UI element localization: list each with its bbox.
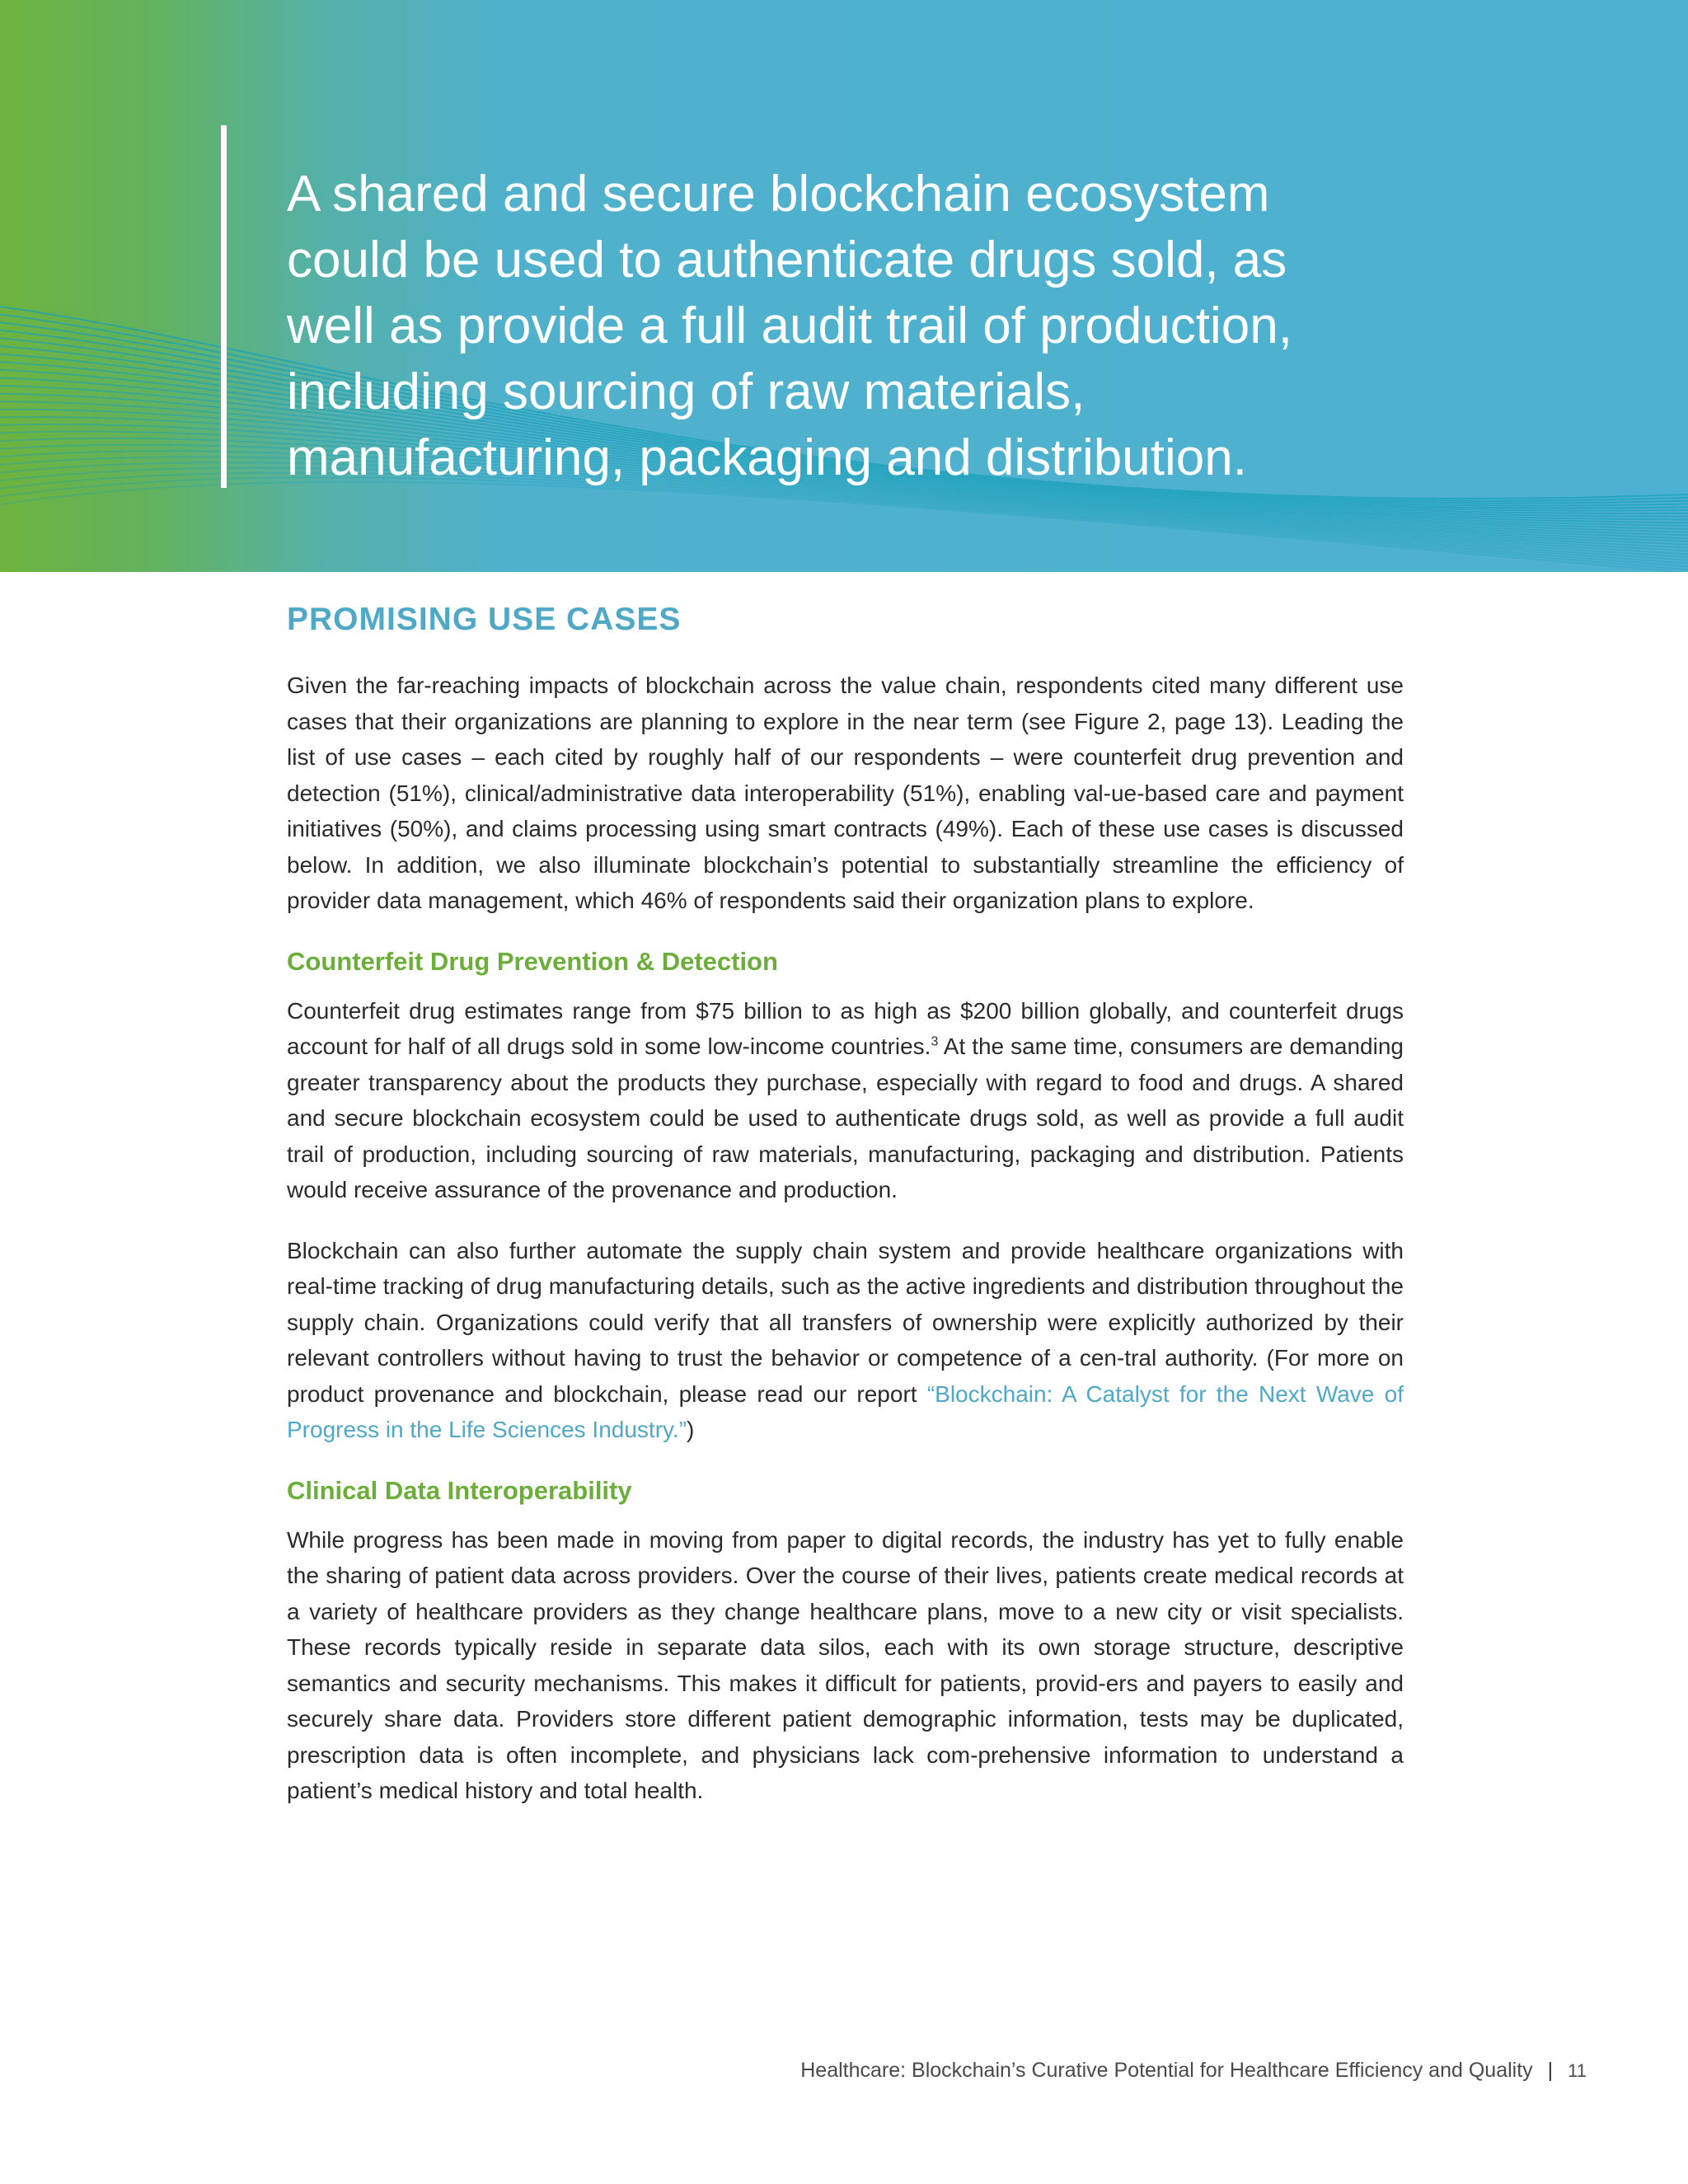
report-link[interactable]: “Blockchain: A Catalyst for the Next Wave of Progress in the Life Sciences Industry.” [287,1380,1404,1442]
interop-heading: Clinical Data Interoperability [287,1475,632,1505]
intro-paragraph: Given the far-reaching impacts of blockchain across the value chain, respondents cited many different use cases that their organizations are planning to explore in the near term (see Figure 2, page 13). Leading the list of use cases – each cited by roughly half of our respondents – were counterfeit drug prevention and detection (51%), clinical/administrative data interoperability (51%), enabling val-ue-based care and payment initiatives (50%), and claims processing using smart contracts (49%). Each of these use cases is discussed below. In addition, we also illuminate blockchain’s potential to substantially streamline the efficiency of provider data management, which 46% of respondents said their organization plans to explore. [287,673,1404,913]
counterfeit-paragraph-1 [287,993,1404,1208]
footnote-ref: 3 [931,1034,939,1049]
hero-banner [0,0,1688,572]
section-title: PROMISING USE CASES [287,602,682,637]
interop-paragraph: While progress has been made in moving from paper to digital records, the industry has yet to fully enable the sharing of patient data across providers. Over the course of their lives, patients create medical records at a variety of healthcare providers as they change healthcare plans, move to a new city or visit specialists. These records typically reside in separate data silos, each with its own storage structure, descriptive semantics and security mechanisms. This makes it difficult for patients, provid-ers and payers to easily and securely share data. Providers store different patient demographic information, tests may be duplicated, prescription data is often incomplete, and physicians lack com-prehensive information to understand a patient’s medical history and total health. [287,1526,1404,1803]
counterfeit-p2-end: ) [687,1417,695,1442]
page-number: 11 [1568,2060,1587,2081]
footer-title: Healthcare: Blockchain’s Curative Potential for Healthcare Efficiency and Quality [800,2059,1533,2082]
counterfeit-paragraph-2 [287,1233,1404,1448]
page-footer [0,2059,1587,2083]
quote-bar [221,125,227,488]
counterfeit-heading: Counterfeit Drug Prevention & Detection [287,946,778,976]
counterfeit-p1-text-b: At the same time, consumers are demanding greater transparency about the products they purchase, especially with regard to food and drugs. A shared and secure blockchain ecosystem could be used to authenticate drugs sold, as well as provide a full audit trail of production, including sourcing of raw materials, manufacturing, packaging and distribution. Patients would receive assurance of the provenance and production. [287,1033,1404,1202]
main-content [287,597,1404,1809]
pull-quote: A shared and secure blockchain ecosystem could be used to authenticate drugs sold, as well as provide a full audit trail of production, including sourcing of raw materials, manufacturing, packaging and distribution. [287,166,1292,486]
counterfeit-p2-text: Blockchain can also further automate the supply chain system and provide healthcare organizations with real-time tracking of drug manufacturing details, such as the active ingredients and distribution throughout the supply chain. Organizations could verify that all transfers of ownership were explicitly authorized by their relevant controllers without having to trust the behavior or competence of a cen-tral authority. (For more on product provenance and blockchain, please read our report [287,1237,1404,1407]
counterfeit-p1-text-a: Counterfeit drug estimates range from $75 billion to as high as $200 billion globally, and counterfeit drugs account for half of all drugs sold in some low-income countries. [287,997,1404,1059]
footer-separator: | [1547,2059,1554,2082]
